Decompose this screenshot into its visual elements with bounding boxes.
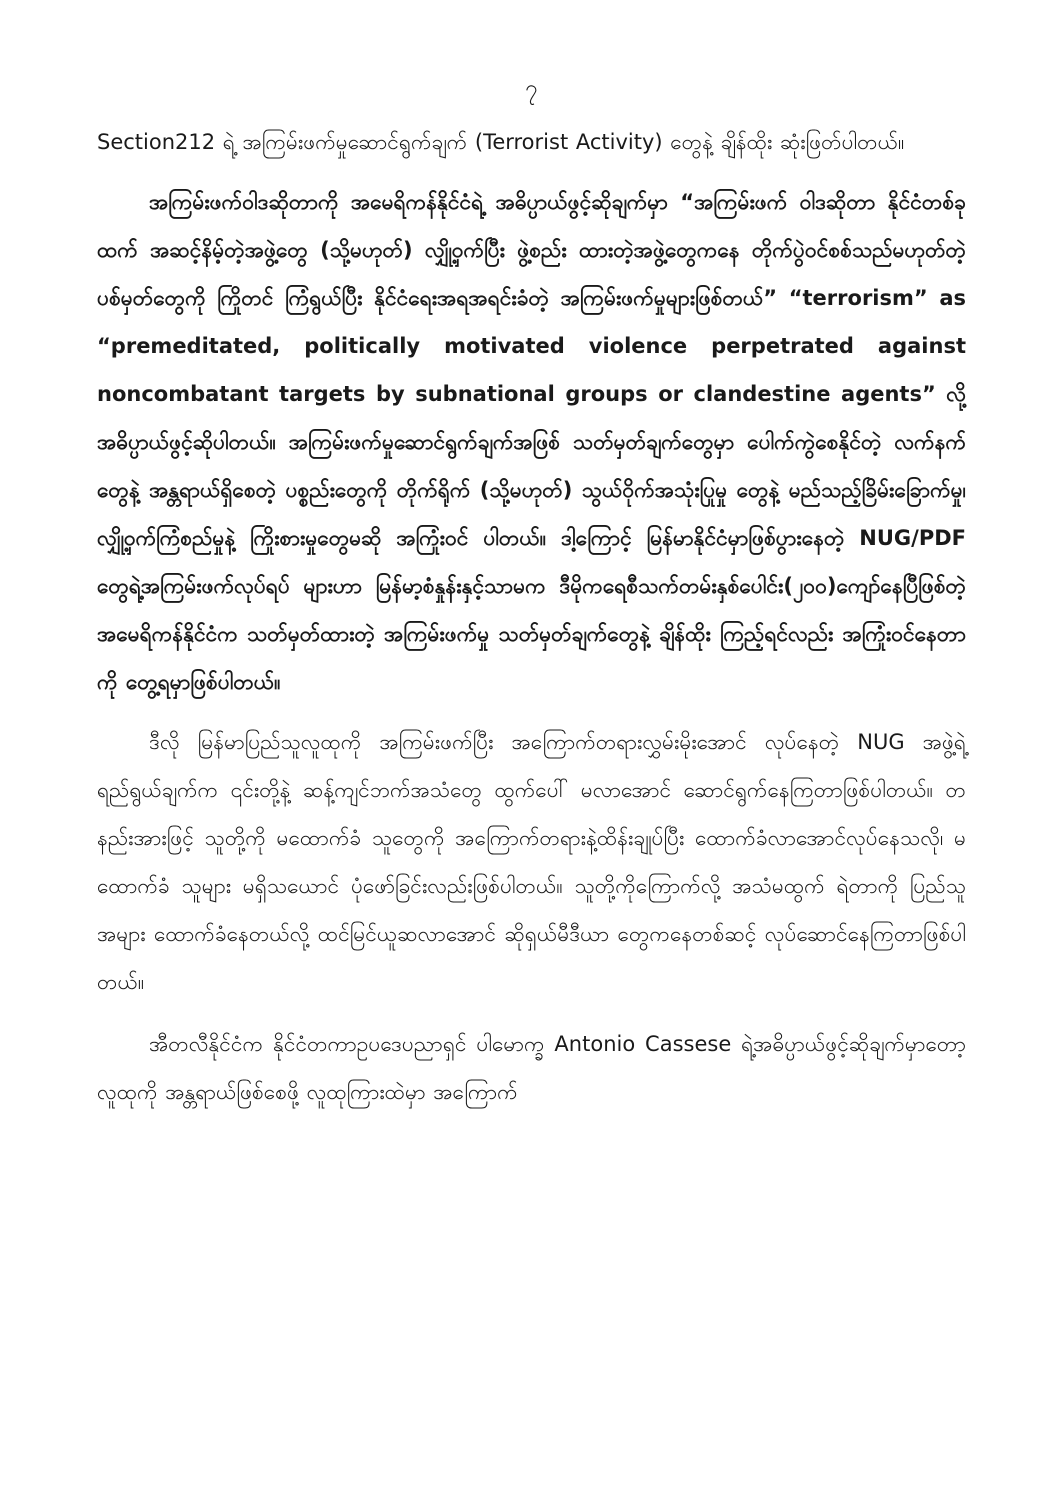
paragraph-antonio-cassese: အီတလီနိုင်ငံက နိုင်ငံတကာဥပဒေပညာရှင် ပါမောက္ခ Antonio Cassese ရဲ့အဓိပ္ပာယ်ဖွင့်ဆိုချက်မှာတော့ လူထုကို အန္တရာယ်ဖြစ်စေဖို့ လူထုကြားထဲမှာ အကြောက် [97, 1032, 966, 1104]
paragraph-nug-intent: ဒီလို မြန်မာပြည်သူလူထုကို အကြမ်းဖက်ပြီး အကြောက်တရားလွှမ်းမိုးအောင် လုပ်နေတဲ့ NUG အဖွဲ့ရဲ့ ရည်ရွယ်ချက်က ၎င်းတို့နဲ့ ဆန့်ကျင်ဘက်အသံတွေ ထွက်ပေါ် မလာအောင် ဆောင်ရွက်နေကြတာဖြစ်ပါတယ်။ တနည်းအားဖြင့် သူတို့ကို မထောက်ခံ သူတွေကို အကြောက်တရားနဲ့ထိန်းချုပ်ပြီး ထောက်ခံလာအောင်လုပ်နေသလို၊ မထောက်ခံ သူများ မရှိသယောင် ပုံဖော်ခြင်းလည်းဖြစ်ပါတယ်။ သူတို့ကိုကြောက်လို့ အသံမထွက် ရဲတာကို ပြည်သူအများ ထောက်ခံနေတယ်လို့ ထင်မြင်ယူဆလာအောင် ဆိုရှယ်မီဒီယာ တွေကနေတစ်ဆင့် လုပ်ဆောင်နေကြတာဖြစ်ပါတယ်။ [97, 730, 966, 994]
page-number: ၇ [525, 76, 538, 101]
paragraph-terrorism-definition: အကြမ်းဖက်ဝါဒဆိုတာကို အမေရိကန်နိုင်ငံရဲ့ အဓိပ္ပာယ်ဖွင့်ဆိုချက်မှာ “အကြမ်းဖက် ဝါဒဆိုတာ နိုင်ငံတစ်ခုထက် အဆင့်နိမ့်တဲ့အဖွဲ့တွေ (သို့မဟုတ်) လျှို့ဝှက်ပြီး ဖွဲ့စည်း ထားတဲ့အဖွဲ့တွေကနေ တိုက်ပွဲဝင်စစ်သည်မဟုတ်တဲ့ပစ်မှတ်တွေကို ကြိုတင် ကြံရွယ်ပြီး နိုင်ငံရေးအရအရင်းခံတဲ့ အကြမ်းဖက်မှုများဖြစ်တယ်” “terrorism” as “premeditated, politically motivated violence perpetrated against noncombatant targets by subnational groups or clandestine agents” လို့ အဓိပ္ပာယ်ဖွင့်ဆိုပါတယ်။ အကြမ်းဖက်မှုဆောင်ရွက်ချက်အဖြစ် သတ်မှတ်ချက်တွေမှာ ပေါက်ကွဲစေနိုင်တဲ့ လက်နက် တွေနဲ့ အန္တရာယ်ရှိစေတဲ့ ပစ္စည်းတွေကို တိုက်ရိုက် (သို့မဟုတ်) သွယ်ဝိုက်အသုံးပြုမှု တွေနဲ့ မည်သည့်ခြိမ်းခြောက်မှု၊ လျှို့ဝှက်ကြံစည်မှုနဲ့ ကြိုးစားမှုတွေမဆို အကြုံးဝင် ပါတယ်။ ဒါ့ကြောင့် မြန်မာနိုင်ငံမှာဖြစ်ပွားနေတဲ့ NUG/PDF တွေရဲ့အကြမ်းဖက်လုပ်ရပ် များဟာ မြန်မာ့စံနှုန်းနှင့်သာမက ဒီမိုကရေစီသက်တမ်းနှစ်ပေါင်း(၂၀၀)ကျော်နေပြီဖြစ်တဲ့ အမေရိကန်နိုင်ငံက သတ်မှတ်ထားတဲ့ အကြမ်းဖက်မှု သတ်မှတ်ချက်တွေနဲ့ ချိန်ထိုး ကြည့်ရင်လည်း အကြုံးဝင်နေတာကို တွေ့ရမှာဖြစ်ပါတယ်။ [97, 190, 966, 694]
paragraph-section212: Section212 ရဲ့ အကြမ်းဖက်မှုဆောင်ရွက်ချက် (Terrorist Activity) တွေနဲ့ ချိန်ထိုး ဆုံးဖြတ်ပါတယ်။ [97, 130, 905, 154]
